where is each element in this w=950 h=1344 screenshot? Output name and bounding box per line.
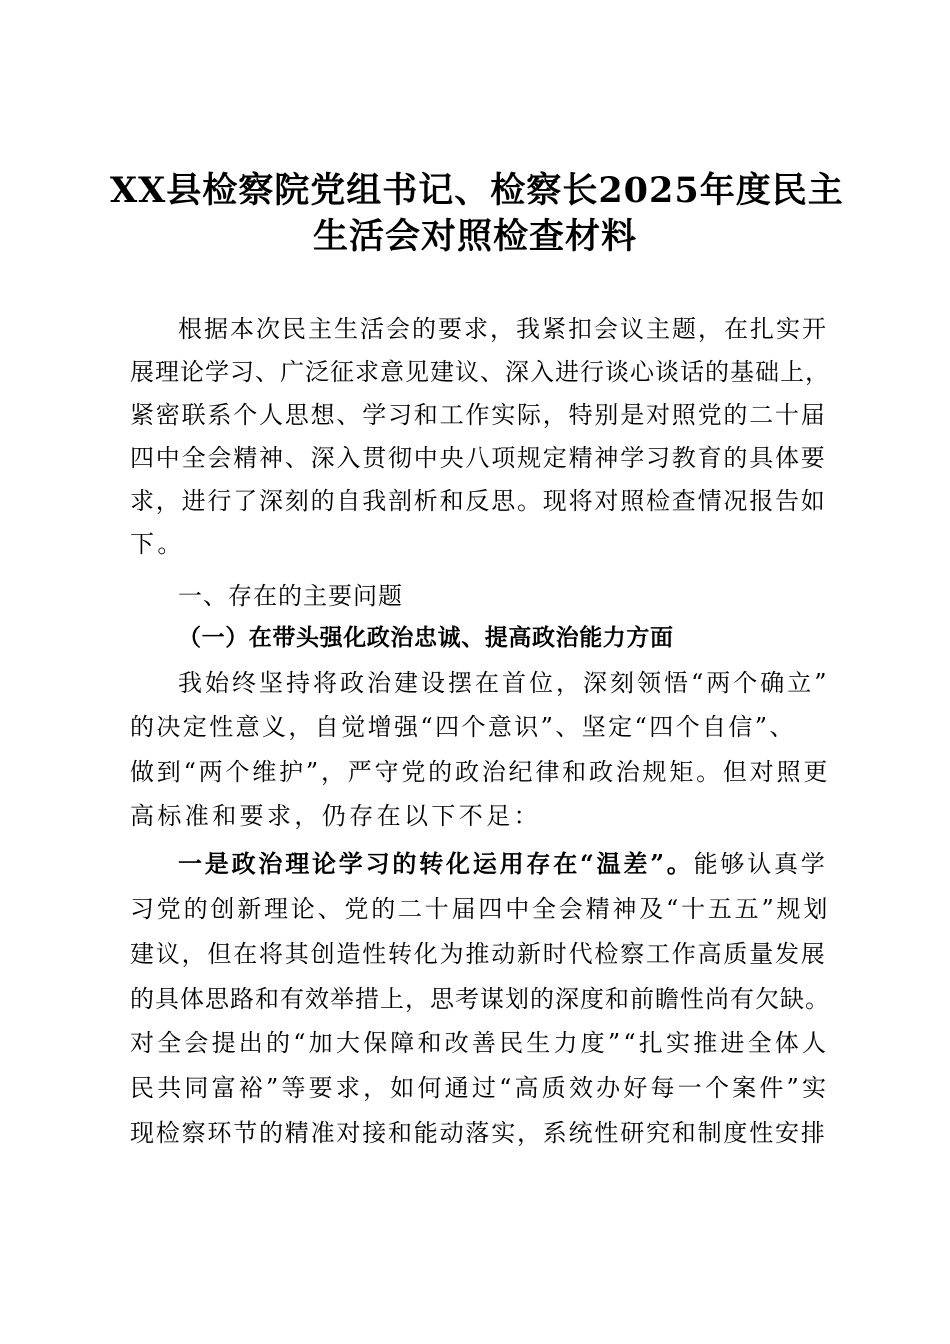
intro-line-5: 求，进行了深刻的自我剖析和反思。现将对照检查情况报告如 xyxy=(130,487,827,515)
para2-line-3: 做到“两个维护”，严守党的政治纪律和政治规矩。但对照更 xyxy=(130,758,831,786)
intro-line-3: 紧密联系个人思想、学习和工作实际，特别是对照党的二十届 xyxy=(130,401,827,429)
para3-line-2: 习党的创新理论、党的二十届四中全会精神及“十五五”规划 xyxy=(130,895,831,923)
intro-line-6: 下。 xyxy=(130,530,185,558)
document-title xyxy=(110,168,844,260)
intro-line-1: 根据本次民主生活会的要求，我紧扣会议主题，在扎实开 xyxy=(178,315,828,343)
para2-line-2: 的决定性意义，自觉增强“四个意识”、坚定“四个自信”、 xyxy=(130,713,796,741)
title-line-2: 生活会对照检查材料 xyxy=(312,216,637,257)
title-line-1: XX县检察院党组书记、检察长2025年度民主 xyxy=(110,170,844,211)
para3-line-3: 建议，但在将其创造性转化为推动新时代检察工作高质量发展 xyxy=(130,940,827,968)
para3-lead-bold: 一是政治理论学习的转化运用存在“温差”。 xyxy=(178,849,694,878)
para3-line-4: 的具体思路和有效举措上，思考谋划的深度和前瞻性尚有欠缺。 xyxy=(130,985,830,1013)
para3-line-1 xyxy=(178,848,830,880)
intro-line-4: 四中全会精神、深入贯彻中央八项规定精神学习教育的具体要 xyxy=(130,444,827,472)
para3-lead-rest: 能够认真学 xyxy=(693,850,828,878)
para2-line-4: 高标准和要求，仍存在以下不足： xyxy=(130,802,541,830)
para3-line-5: 对全会提出的“加大保障和改善民生力度”“扎实推进全体人 xyxy=(130,1029,830,1057)
subsection-heading-1: （一）在带头强化政治忠诚、提高政治能力方面 xyxy=(178,624,674,651)
section-heading-1: 一、存在的主要问题 xyxy=(178,582,403,610)
para3-line-6: 民共同富裕”等要求，如何通过“高质效办好每一个案件”实 xyxy=(130,1074,830,1102)
para2-line-1: 我始终坚持将政治建设摆在首位，深刻领悟“两个确立” xyxy=(178,669,830,697)
intro-line-2: 展理论学习、广泛征求意见建议、深入进行谈心谈话的基础上， xyxy=(130,358,830,386)
para3-line-7: 现检察环节的精准对接和能动落实，系统性研究和制度性安排 xyxy=(130,1119,827,1147)
